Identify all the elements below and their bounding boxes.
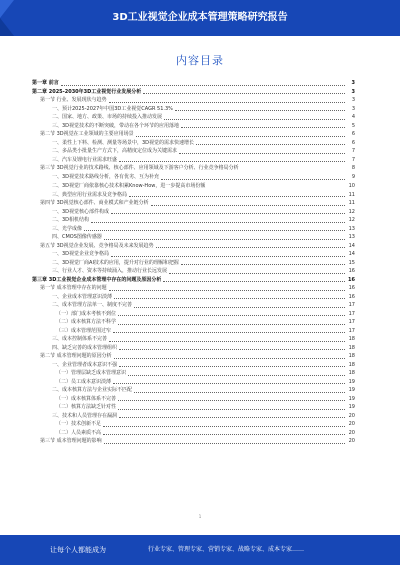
toc-entry-page: 17	[348, 327, 355, 334]
toc-entry-page: 19	[348, 404, 355, 410]
toc-entry-label: 第二节 3D视觉在工业领域的主要应用场景	[40, 131, 134, 137]
toc-entry[interactable]	[32, 335, 355, 344]
toc-leader-dots	[128, 375, 345, 376]
toc-entry[interactable]	[32, 327, 355, 336]
toc-entry-label: 二、3D相机结构	[52, 217, 90, 223]
toc-leader-dots	[181, 127, 345, 128]
toc-entry-label: 第四节 3D视觉核心部件、商业模式和产业链分析	[40, 200, 149, 206]
toc-leader-dots	[134, 307, 345, 308]
toc-leader-dots	[103, 426, 345, 427]
toc-entry-page: 19	[348, 395, 355, 402]
toc-leader-dots	[156, 247, 345, 248]
toc-entry[interactable]	[32, 208, 355, 217]
toc-entry[interactable]	[32, 293, 355, 302]
toc-entry-label: 一、3D视觉技术路线分析，各有优劣、互为补充	[52, 174, 160, 180]
toc-entry-page: 16	[348, 276, 355, 283]
toc-leader-dots	[84, 230, 345, 231]
toc-entry[interactable]	[32, 182, 355, 191]
toc-leader-dots	[119, 161, 345, 162]
toc-entry-page: 5	[351, 122, 355, 129]
toc-entry-label: 二、成本管理方法单一、制度不完善	[52, 302, 133, 308]
toc-entry[interactable]	[32, 139, 355, 148]
toc-entry-page: 14	[348, 242, 355, 249]
toc-entry[interactable]	[32, 96, 355, 105]
toc-entry-label: 一、3D视觉企业竞争格局	[52, 251, 110, 257]
toc-leader-dots	[169, 273, 345, 274]
toc-entry[interactable]	[32, 156, 355, 165]
toc-entry-label: 三、成本控制体系不完善	[52, 336, 108, 342]
toc-entry[interactable]	[32, 225, 355, 234]
toc-entry-label: 一、3D视觉核心部件构成	[52, 208, 110, 215]
toc-entry-label: 三、光学成像	[52, 225, 83, 232]
toc-entry-page: 7	[351, 148, 355, 154]
toc-leader-dots	[119, 349, 345, 350]
toc-entry[interactable]	[32, 437, 355, 446]
toc-leader-dots	[181, 264, 345, 265]
toc-entry[interactable]	[32, 412, 355, 421]
toc-leader-dots	[134, 392, 345, 393]
toc-leader-dots	[118, 409, 345, 410]
toc-entry-page: 17	[348, 319, 355, 325]
toc-entry[interactable]	[32, 352, 355, 361]
toc-entry-page: 3	[351, 105, 355, 112]
toc-leader-dots	[119, 366, 345, 367]
toc-entry-page: 16	[348, 285, 355, 291]
toc-entry[interactable]	[32, 361, 355, 370]
toc-entry-label: 第三节 成本管理问题的影响	[40, 438, 102, 444]
toc-entry[interactable]	[32, 130, 355, 139]
toc-entry-label: 一、企业管理者成本意识不强	[52, 361, 118, 368]
toc-entry[interactable]	[32, 395, 355, 404]
toc-entry-page: 20	[348, 438, 355, 444]
toc-entry-label: 二、多品类小批量生产方式下，高精度定位成为关键需求	[52, 148, 178, 154]
page-number: 1	[198, 514, 202, 519]
toc-leader-dots	[109, 290, 345, 291]
toc-entry-page: 10	[348, 182, 355, 189]
toc-leader-dots	[111, 256, 345, 257]
toc-entry[interactable]	[32, 191, 355, 200]
toc-entry-page: 3	[351, 97, 355, 103]
toc-entry-page: 8	[351, 165, 355, 171]
footer-bar	[0, 535, 400, 565]
toc-entry-page: 12	[348, 208, 355, 215]
toc-entry[interactable]	[32, 429, 355, 438]
toc-entry-page: 7	[351, 156, 355, 163]
toc-entry-label: 二、国家、地方、政策、市场的持续投入推动发展	[52, 114, 163, 120]
toc-entry-page: 13	[348, 234, 355, 240]
toc-entry-label: 第二章 2025-2030年3D工业视觉行业发展分析	[32, 88, 142, 95]
toc-leader-dots	[109, 341, 345, 342]
toc-entry-page: 16	[348, 268, 355, 274]
toc-entry-page: 13	[348, 225, 355, 232]
toc-leader-dots	[114, 298, 345, 299]
toc-leader-dots	[104, 239, 345, 240]
toc-entry[interactable]	[32, 233, 355, 242]
toc-entry-page: 9	[351, 174, 355, 180]
toc-entry-page: 12	[348, 217, 355, 223]
toc-entry[interactable]	[32, 318, 355, 327]
toc-leader-dots	[129, 196, 345, 197]
toc-leader-dots	[143, 93, 345, 94]
toc-entry[interactable]	[32, 284, 355, 293]
toc-leader-dots	[109, 102, 345, 103]
toc-entry[interactable]	[32, 276, 355, 285]
toc-entry-label: （二）人员素质不高	[56, 429, 102, 436]
toc-entry[interactable]	[32, 301, 355, 310]
toc-entry[interactable]	[32, 267, 355, 276]
toc-entry-label: 三、典型应用行业需求及竞争格局	[52, 191, 128, 198]
toc-leader-dots	[163, 281, 345, 282]
toc-leader-dots	[119, 417, 345, 418]
toc-entry-label: 三、3D视觉技术的不断突破，带动在各个环节的应用落地	[52, 122, 180, 129]
toc-entry-page: 17	[348, 310, 355, 317]
footer-tagline: 行业专家、管理专家、营销专家、战略专家、成本专家……	[148, 546, 305, 553]
toc-entry-label: 三、汽车及锂电行业需求旺盛	[52, 156, 118, 163]
toc-entry[interactable]	[32, 242, 355, 251]
toc-entry-label: 二、成本核算方法与企业实际不匹配	[52, 387, 133, 393]
report-title: 3D工业视觉企业成本管理策略研究报告	[112, 12, 288, 23]
toc-entry-page: 16	[348, 293, 355, 300]
toc-entry-label: 一、企业成本管理意识淡薄	[52, 293, 113, 300]
toc-entry-label: （一）成本核算体系不完善	[56, 395, 117, 402]
toc-leader-dots	[196, 144, 345, 145]
toc-entry-page: 6	[351, 131, 355, 137]
toc-entry[interactable]	[32, 420, 355, 429]
toc-leader-dots	[136, 136, 345, 137]
toc-entry[interactable]	[32, 164, 355, 173]
toc-entry-label: （二）核算方法缺乏针对性	[56, 404, 117, 410]
toc-entry-label: 第一节 成本管理中存在的问题	[40, 285, 107, 291]
toc-entry-label: 三、技术和人员管理存在漏洞	[52, 412, 118, 419]
toc-leader-dots	[175, 110, 345, 111]
toc-leader-dots	[118, 324, 345, 325]
toc-entry-label: 一、预计2025-2027年中国3D工业视觉CAGR 51.3%	[52, 105, 173, 112]
toc-entry-label: 四、CMOS图像传感器	[52, 234, 102, 240]
toc-entry-label: 第一章 前言	[32, 80, 59, 86]
toc-entry-page: 18	[348, 361, 355, 368]
toc-entry[interactable]	[32, 216, 355, 225]
toc-entry[interactable]	[32, 378, 355, 387]
toc-entry[interactable]	[32, 105, 355, 114]
toc-entry-page: 18	[348, 336, 355, 342]
toc-entry[interactable]	[32, 173, 355, 182]
header-bar	[0, 0, 400, 36]
toc-entry-page: 15	[348, 259, 355, 266]
toc-entry-label: （三）成本管理范围过窄	[56, 327, 112, 334]
toc-leader-dots	[103, 434, 345, 435]
toc-entry[interactable]	[32, 310, 355, 319]
toc-entry-page: 20	[348, 412, 355, 419]
toc-entry-page: 4	[351, 114, 355, 120]
toc-leader-dots	[104, 443, 345, 444]
toc-entry[interactable]	[32, 403, 355, 412]
toc-leader-dots	[161, 179, 345, 180]
toc-entry-label: 第三节 3D视觉行业的技术路线、核心部件、应用领域及下游客户分析、行业竞争格局分析	[40, 165, 239, 171]
toc-leader-dots	[118, 315, 345, 316]
toc-entry[interactable]	[32, 250, 355, 259]
toc-entry-page: 20	[348, 421, 355, 427]
toc-leader-dots	[179, 153, 345, 154]
toc-entry-label: 第一节 行业、发展现状与趋势	[40, 97, 107, 103]
toc-entry-page: 11	[348, 200, 355, 206]
toc-entry[interactable]	[32, 113, 355, 122]
toc-entry[interactable]	[32, 79, 355, 88]
toc-entry-label: 四、缺乏完善的成本管理组织	[52, 344, 118, 351]
toc-entry-page: 19	[348, 387, 355, 393]
toc-leader-dots	[61, 85, 345, 86]
toc-entry-label: （一）技术创新不足	[56, 421, 102, 427]
toc-entry-page: 6	[351, 139, 355, 146]
toc-entry-page: 19	[348, 378, 355, 385]
toc-entry-label: （一）管理层缺乏成本管理意识	[56, 370, 127, 376]
toc-entry[interactable]	[32, 369, 355, 378]
toc-entry-page: 17	[348, 302, 355, 308]
toc-entry-label: 三、行业人才、资本等持续涌入，推动行业长远发展	[52, 268, 168, 274]
toc-leader-dots	[91, 222, 345, 223]
toc-leader-dots	[113, 332, 345, 333]
table-of-contents	[32, 79, 355, 446]
toc-entry-label: （二）员工成本意识淡薄	[56, 378, 112, 385]
toc-entry[interactable]	[32, 199, 355, 208]
toc-entry[interactable]	[32, 259, 355, 268]
toc-leader-dots	[111, 213, 345, 214]
toc-entry-page: 20	[348, 429, 355, 436]
toc-entry-page: 18	[348, 353, 355, 359]
toc-entry-label: 二、3D视觉厂商AI技术的应用，提升对行业的理解和把握	[52, 259, 179, 266]
toc-title: 内容目录	[176, 54, 224, 67]
toc-entry-page: 3	[351, 80, 355, 86]
toc-entry-page: 18	[348, 370, 355, 376]
toc-entry[interactable]	[32, 122, 355, 131]
toc-leader-dots	[113, 383, 345, 384]
toc-entry[interactable]	[32, 386, 355, 395]
toc-entry-page: 18	[348, 344, 355, 351]
toc-entry-label: 一、柔性上下料、检测、测量等场景中，3D视觉的需求快速增长	[52, 139, 195, 146]
toc-leader-dots	[164, 119, 345, 120]
toc-entry-page: 14	[348, 251, 355, 257]
toc-entry-label: 第五节 3D视觉企业发展、竞争格局及未来发展趋势	[40, 242, 154, 249]
toc-entry[interactable]	[32, 344, 355, 353]
toc-entry-label: 第三章 3D工业视觉企业成本管理中存在的问题及原因分析	[32, 276, 162, 283]
toc-leader-dots	[151, 205, 345, 206]
toc-entry-label: （二）成本核算方法不科学	[56, 319, 117, 325]
toc-entry-page: 3	[351, 88, 355, 95]
toc-entry-label: 第二节 成本管理问题的原因分析	[40, 353, 112, 359]
toc-entry[interactable]	[32, 147, 355, 156]
toc-entry-label: 二、3D视觉厂商依靠核心技术积累Know-How，进一步提高市场份额	[52, 182, 206, 189]
toc-leader-dots	[114, 358, 345, 359]
toc-entry-page: 11	[348, 191, 355, 198]
footer-slogan: 让每个人都能成为	[50, 546, 106, 554]
toc-leader-dots	[118, 400, 345, 401]
toc-entry-label: （一）部门成本考核不到位	[56, 310, 117, 317]
toc-entry[interactable]	[32, 88, 355, 97]
